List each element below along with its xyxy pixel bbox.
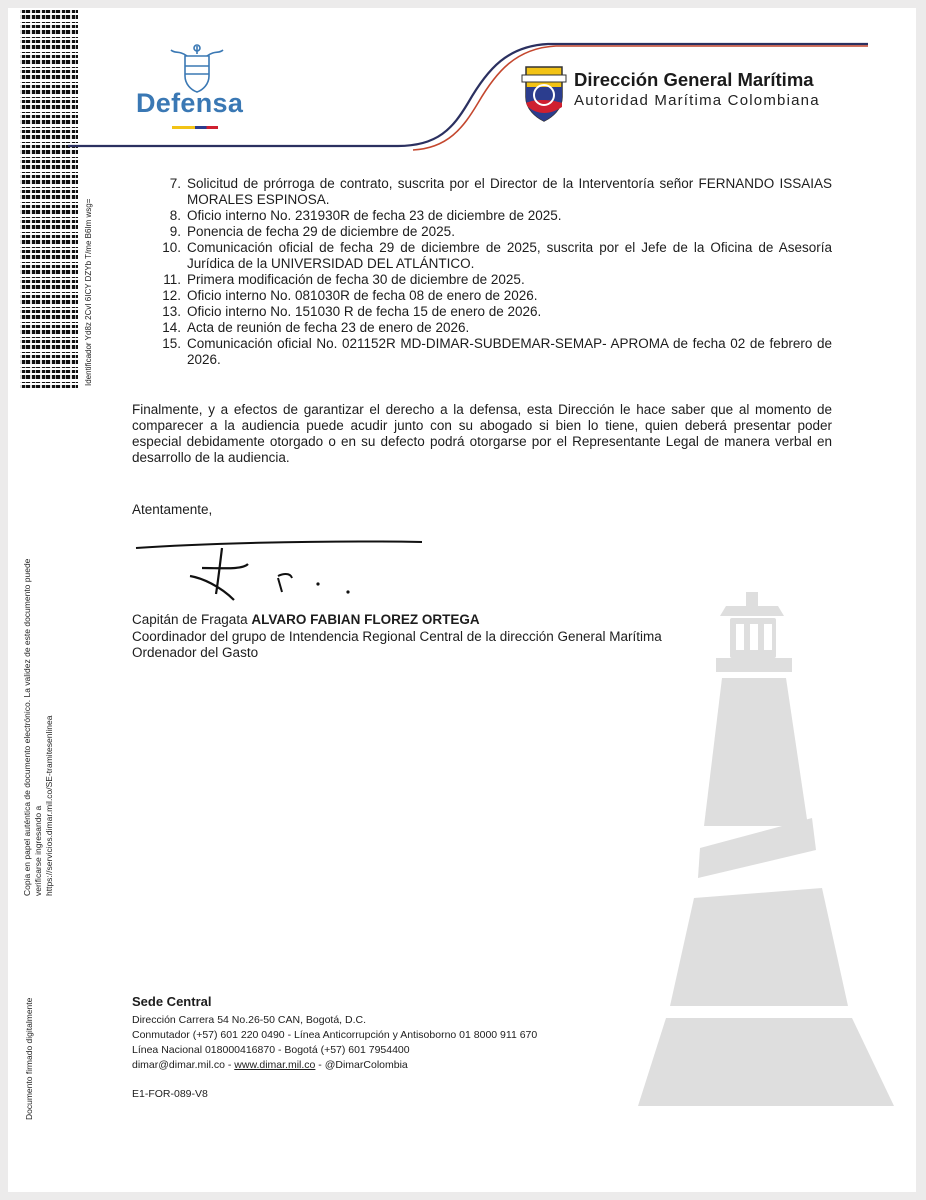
signer-block [132, 612, 832, 662]
signer-name: ALVARO FABIAN FLOREZ ORTEGA [251, 612, 480, 627]
closing-paragraph: Finalmente, y a efectos de garantizar el derecho a la defensa, esta Dirección le hace saber que al momento de comparecer a la audiencia puede acudir junto con su abogado si bien lo tiene, quien deberá presentar poder especial debidamente otorgado o en su defecto podrá otorgarse por el Representante Legal de manera verbal en desarrollo de la audiencia. [132, 402, 832, 465]
footer-website-link[interactable]: www.dimar.mil.co [234, 1059, 316, 1071]
footer-address: Dirección Carrera 54 No.26-50 CAN, Bogotá, D.C. [132, 1014, 367, 1026]
handwritten-signature [132, 534, 432, 606]
footer-separator: - [315, 1059, 325, 1071]
validity-note [22, 536, 55, 896]
footer-phones: Conmutador (+57) 601 220 0490 - Línea Anticorrupción y Antisoborno 01 8000 911 670 [132, 1029, 538, 1041]
footer-social-handle: @DimarColombia [324, 1059, 408, 1071]
list-item-number: 14. [162, 320, 181, 335]
list-item-text: Ponencia de fecha 29 de diciembre de 2025. [187, 224, 455, 239]
list-item-number: 13. [162, 304, 181, 319]
footer-email[interactable]: dimar@dimar.mil.co [132, 1059, 225, 1071]
list-item-number: 8. [169, 208, 181, 223]
list-item [132, 224, 832, 240]
list-item-text: Oficio interno No. 231930R de fecha 23 de diciembre de 2025. [187, 208, 562, 223]
digitally-signed-note: Documento firmado digitalmente [24, 997, 34, 1120]
dimar-subtitle: Autoridad Marítima Colombiana [574, 92, 820, 109]
list-item [132, 208, 832, 224]
list-item [132, 288, 832, 304]
list-item [132, 336, 832, 368]
list-item-number: 12. [162, 288, 181, 303]
list-item-text: Comunicación oficial No. 021152R MD-DIMAR-SUBDEMAR-SEMAP- APROMA de fecha 02 de febrero de 2026. [187, 336, 832, 367]
signer-title: Ordenador del Gasto [132, 645, 259, 660]
list-item-number: 11. [163, 272, 181, 287]
signer-role: Coordinador del grupo de Intendencia Regional Central de la dirección General Marítima [132, 628, 662, 644]
dimar-shield-icon [520, 63, 568, 125]
validity-note-line: Copia en papel auténtica de documento electrónico. La validez de este documento puede [22, 558, 32, 896]
signer-name-line [132, 612, 832, 629]
list-item [132, 320, 832, 336]
list-item-text: Comunicación oficial de fecha 29 de diciembre de 2025, suscrita por el Jefe de la Oficina de Asesoría Jurídica de la UNIVERSIDAD DEL ATLÁNTICO. [187, 240, 832, 271]
validity-note-line: verificarse ingresando a [33, 805, 43, 896]
form-code: E1-FOR-089-V8 [132, 1088, 208, 1100]
salutation: Atentamente, [132, 502, 213, 517]
footer-separator: - [224, 1059, 235, 1071]
list-item-number: 15. [162, 336, 181, 351]
lighthouse-watermark [626, 586, 896, 1106]
list-item-text: Primera modificación de fecha 30 de diciembre de 2025. [187, 272, 525, 287]
list-item-number: 9. [169, 224, 181, 239]
validity-url: https://servicios.dimar.mil.co/SE-tramitesenlinea [44, 715, 54, 896]
list-item-number: 10. [162, 240, 181, 255]
list-item-text: Oficio interno No. 081030R de fecha 08 de enero de 2026. [187, 288, 538, 303]
list-item [132, 240, 832, 272]
list-item-text: Acta de reunión de fecha 23 de enero de 2026. [187, 320, 470, 335]
dimar-title: Dirección General Marítima [574, 69, 814, 90]
list-item [132, 176, 832, 208]
signer-rank: Capitán de Fragata [132, 612, 248, 627]
annex-list [132, 176, 832, 368]
list-item-number: 7. [169, 176, 181, 191]
defensa-logo-text: Defensa [136, 88, 244, 118]
footer-national-line: Línea Nacional 018000416870 - Bogotá (+57) 601 7954400 [132, 1044, 410, 1056]
footer-heading: Sede Central [132, 994, 212, 1009]
barcode-identifier: Identificador Yd8z 2CvI 6ICY DZYb T/me B6Im wsg= [84, 198, 93, 386]
footer-contacts [132, 1058, 537, 1073]
colombia-flag-stripe [172, 126, 218, 129]
list-item [132, 304, 832, 320]
document-page [8, 8, 916, 1192]
footer [132, 994, 537, 1102]
list-item [132, 272, 832, 288]
list-item-text: Oficio interno No. 151030 R de fecha 15 de enero de 2026. [187, 304, 542, 319]
list-item-text: Solicitud de prórroga de contrato, suscrita por el Director de la Interventoría señor FERNANDO ISSAIAS MORALES ESPINOSA. [187, 176, 832, 207]
